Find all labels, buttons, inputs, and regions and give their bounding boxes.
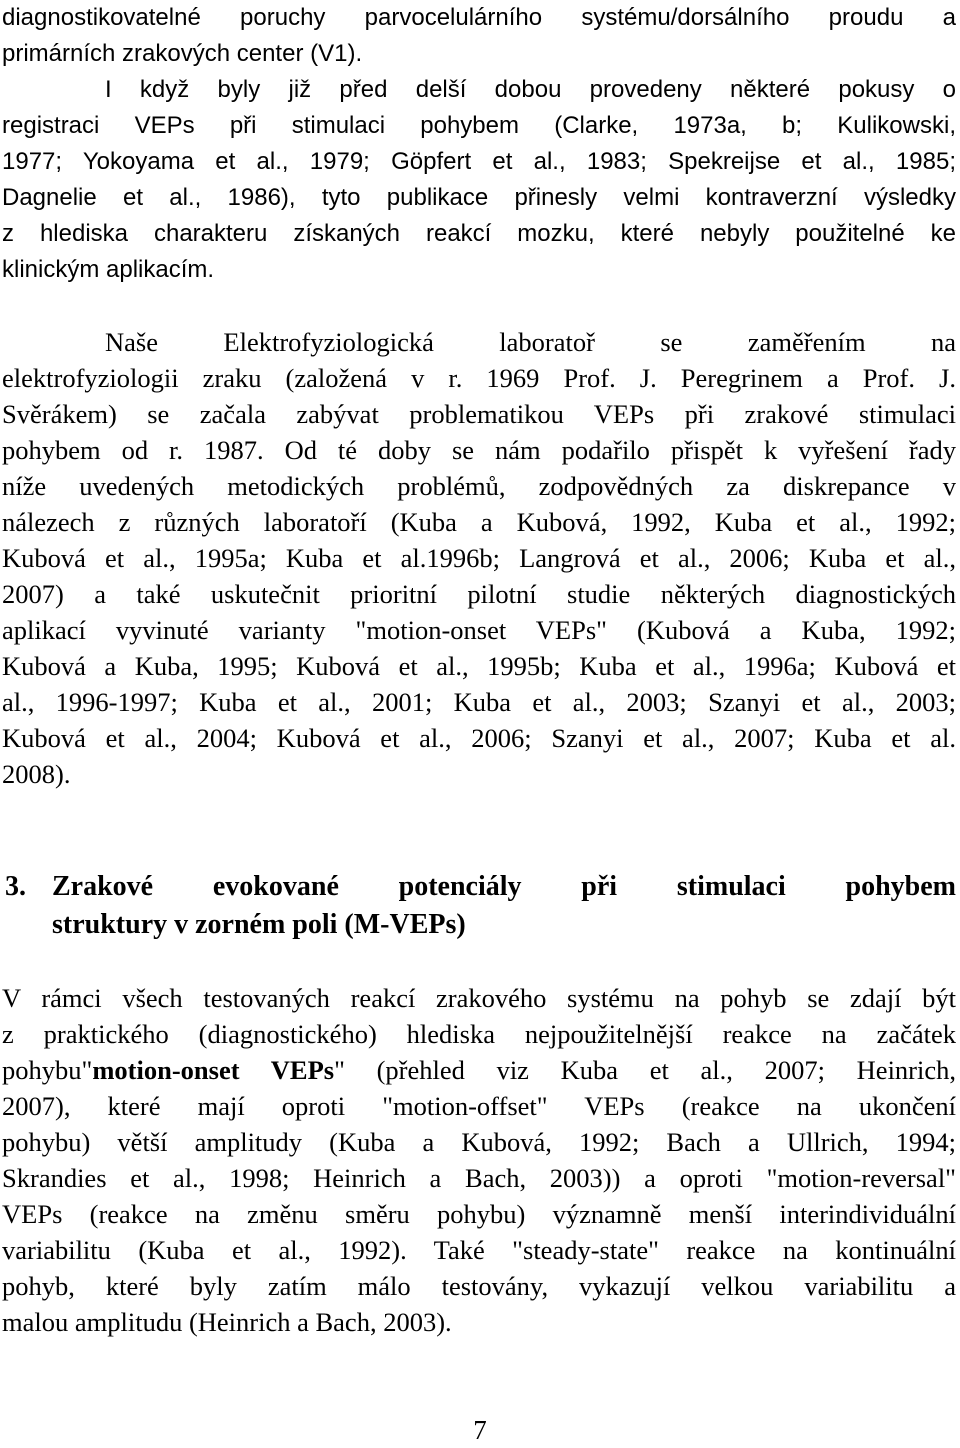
text-line: 2007), které mají oproti "motion-offset" VEPs (reakce na ukončení [2,1091,956,1121]
section-title-line-2: struktury v zorném poli (M-VEPs) [52,909,466,940]
text-line: pohybem od r. 1987. Od té doby se nám podařilo přispět k vyřešení řady [2,435,956,465]
text-line: aplikací vyvinuté varianty "motion-onset VEPs" (Kubová a Kuba, 1992; [2,615,956,645]
text-line: elektrofyziologii zraku (založená v r. 1969 Prof. J. Peregrinem a Prof. J. [2,363,956,393]
text-line: I když byly již před delší dobou provedeny některé pokusy o [105,76,956,103]
paragraph-motion-onset [2,980,956,1340]
text-line: klinickým aplikacím. [2,256,215,283]
text-line: 2008). [2,759,71,789]
section-title-line-1: Zrakové evokované potenciály při stimulaci pohybem [52,871,956,902]
text-line: pohybu) větší amplitudy (Kuba a Kubová, 1992; Bach a Ullrich, 1994; [2,1127,956,1157]
text-line: níže uvedených metodických problémů, zodpovědných za diskrepance v [2,471,956,501]
section-heading [0,868,956,944]
text-line: Svěrákem) se začala zabývat problematikou VEPs při zrakové stimulaci [2,399,956,429]
paragraph-intro-continuation [2,0,956,288]
text-line: diagnostikovatelné poruchy parvocelulárního systému/dorsálního proudu a [2,4,956,31]
emphasis-motion-onset: motion-onset VEPs [92,1055,335,1085]
text-line: primárních zrakových center (V1). [2,40,363,67]
text-line: variabilitu (Kuba et al., 1992). Také "steady-state" reakce na kontinuální [2,1235,956,1265]
text-line: Naše Elektrofyziologická laboratoř se zaměřením na [105,327,956,357]
page-number: 7 [473,1415,487,1445]
text-line: z praktického (diagnostického) hlediska nejpoužitelnější reakce na začátek [2,1019,956,1049]
text-line-with-emphasis [2,1052,956,1088]
text-line: al., 1996-1997; Kuba et al., 2001; Kuba et al., 2003; Szanyi et al., 2003; [2,687,956,717]
text-segment: " (přehled viz Kuba et al., 2007; Heinrich, [334,1055,957,1085]
text-line: V rámci všech testovaných reakcí zrakového systému na pohyb se zdají být [2,983,956,1013]
text-line: VEPs (reakce na změnu směru pohybu) významně menší interindividuální [2,1199,956,1229]
section-number: 3. [5,871,26,902]
text-line: Skrandies et al., 1998; Heinrich a Bach, 2003)) a oproti "motion-reversal" [2,1163,956,1193]
text-line: registraci VEPs při stimulaci pohybem (Clarke, 1973a, b; Kulikowski, [2,112,956,139]
text-line: malou amplitudu (Heinrich a Bach, 2003). [2,1307,452,1337]
text-line: pohyb, které byly zatím málo testovány, vykazují velkou variabilitu a [2,1271,956,1301]
text-line: nálezech z různých laboratoří (Kuba a Kubová, 1992, Kuba et al., 1992; [2,507,956,537]
text-segment: pohybu" [2,1055,93,1085]
text-line: 1977; Yokoyama et al., 1979; Göpfert et al., 1983; Spekreijse et al., 1985; [2,148,956,175]
text-line: 2007) a také uskutečnit prioritní pilotní studie některých diagnostických [2,579,956,609]
text-line: Kubová a Kuba, 1995; Kubová et al., 1995b; Kuba et al., 1996a; Kubová et [2,651,956,681]
paragraph-laboratory [2,324,956,792]
text-line: Dagnelie et al., 1986), tyto publikace přinesly velmi kontraverzní výsledky [2,184,956,211]
text-line: Kubová et al., 1995a; Kuba et al.1996b; Langrová et al., 2006; Kuba et al., [2,543,956,573]
text-line: Kubová et al., 2004; Kubová et al., 2006; Szanyi et al., 2007; Kuba et al. [2,723,956,753]
text-line: z hlediska charakteru získaných reakcí mozku, které nebyly použitelné ke [2,220,956,247]
